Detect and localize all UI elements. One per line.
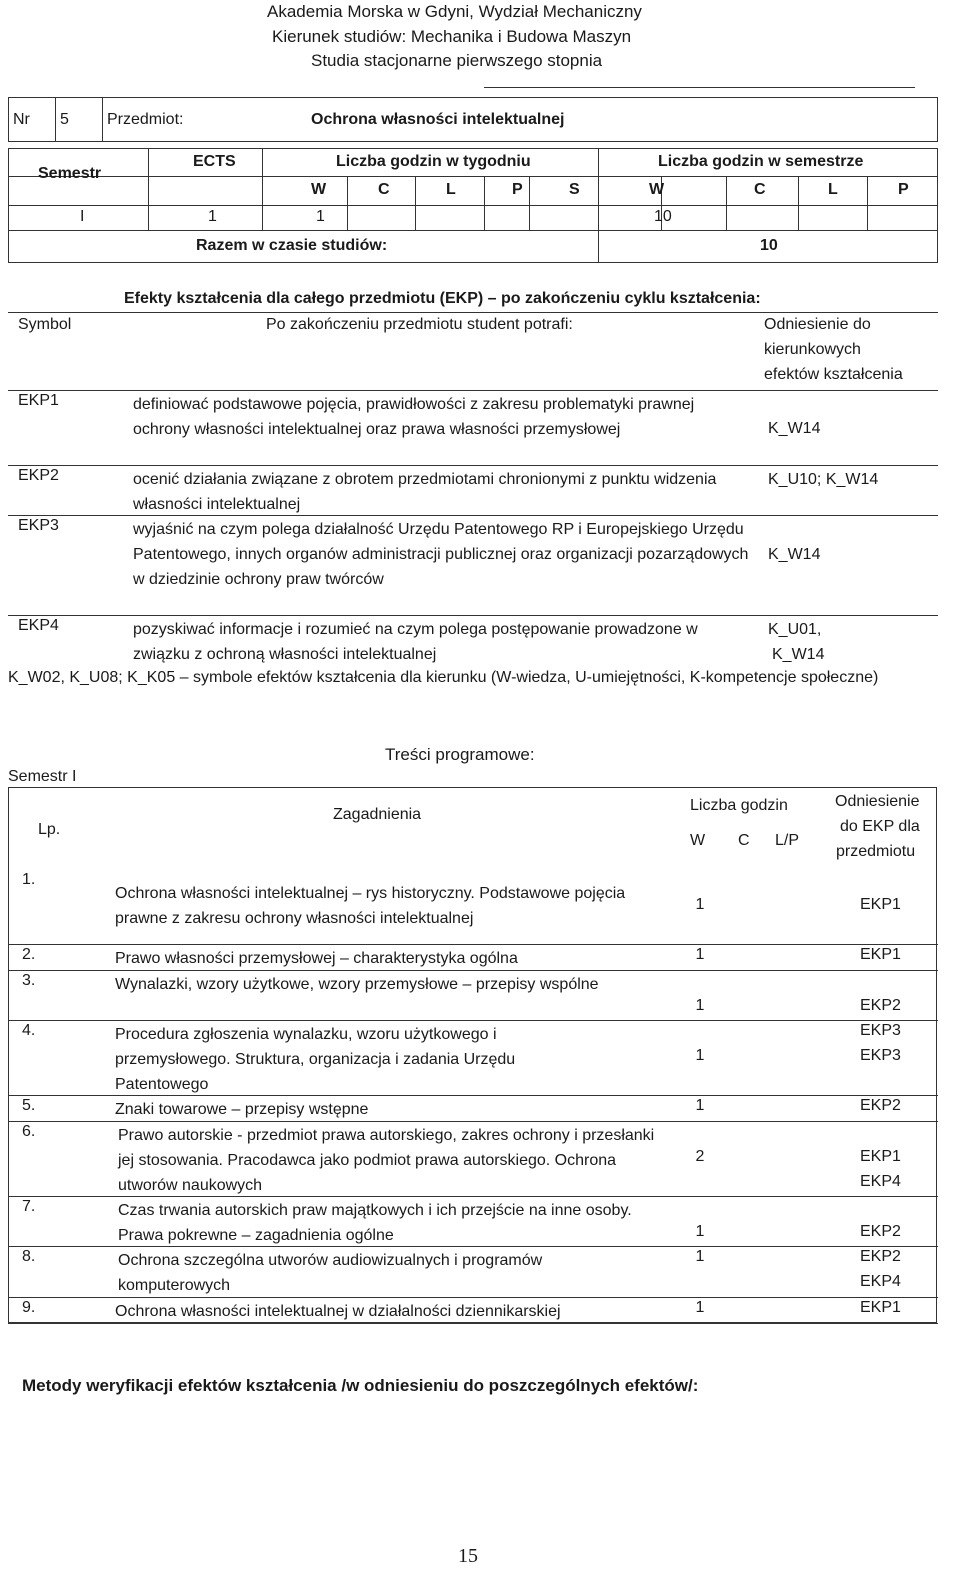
ekp1-symbol: EKP1 <box>18 392 59 409</box>
program-row-2-ekp: EKP1 <box>860 946 901 963</box>
ekp1-ref: K_W14 <box>768 420 821 437</box>
ekp2-ref: K_U10; K_W14 <box>768 471 879 488</box>
program-row-6-ekp2: EKP4 <box>860 1173 901 1190</box>
program-row-5-ekp: EKP2 <box>860 1097 901 1114</box>
col-p2: P <box>898 181 909 198</box>
program-col-odn-1: Odniesienie <box>835 793 920 810</box>
program-col-odn-3: przedmiotu <box>836 843 916 860</box>
nr-value: 5 <box>56 98 103 142</box>
ekp-col-desc: Po zakończeniu przedmiotu student potrafi: <box>266 316 573 333</box>
ekp-col-ref-1: Odniesienie do <box>764 316 871 333</box>
ekp4-symbol: EKP4 <box>18 617 59 634</box>
semestr-label: Semestr <box>38 165 102 182</box>
program-row-7-text: Czas trwania autorskich praw majątkowych i ich przejście na inne osoby. Prawa pokrewne – zagadnienia ogólne <box>118 1202 632 1244</box>
razem-value: 10 <box>760 237 778 254</box>
program-row-7-nr: 7. <box>22 1198 36 1215</box>
program-row-1-h: 1 <box>695 896 705 913</box>
ekp4-desc: pozyskiwać informacje i rozumieć na czym polega postępowanie prowadzone w związku z ochroną własności intelektualnej <box>133 621 698 663</box>
ekp-note: K_W02, K_U08; K_K05 – symbole efektów kształcenia dla kierunku (W-wiedza, U-umiejętności, K-kompetencje społeczne) <box>8 669 879 686</box>
program-row-9-ekp: EKP1 <box>860 1299 901 1316</box>
ekp-row-rule <box>8 465 938 466</box>
program-col-c: C <box>738 832 750 849</box>
col-s: S <box>569 181 580 198</box>
program-row-7-h: 1 <box>695 1223 705 1240</box>
ekp-col-symbol: Symbol <box>18 316 72 333</box>
program-row-2-text: Prawo własności przemysłowej – charakterystyka ogólna <box>115 950 518 967</box>
program-row-8-text: Ochrona szczególna utworów audiowizualnych i programów komputerowych <box>118 1252 543 1294</box>
ects-label: ECTS <box>193 153 236 170</box>
program-row-8-ekp: EKP2 <box>860 1248 901 1265</box>
program-col-w: W <box>690 832 706 849</box>
program-col-lp2: L/P <box>775 832 800 849</box>
page-number: 15 <box>458 1545 478 1567</box>
program-row-4-ekp: EKP3 <box>860 1022 901 1039</box>
ekp-top-rule <box>8 312 938 313</box>
program-row-2-nr: 2. <box>22 946 36 963</box>
razem-label: Razem w czasie studiów: <box>196 237 388 254</box>
program-row-3-ekp: EKP2 <box>860 997 901 1014</box>
col-c2: C <box>754 181 766 198</box>
ekp3-desc: wyjaśnić na czym polega działalność Urzędu Patentowego RP i Europejskiego Urzędu Patentowego, innych organów administracji publicznej oraz organizacji pozarządowych w dziedzinie ochrony praw twórców <box>133 521 749 588</box>
program-col-godzin: Liczba godzin <box>690 797 788 814</box>
col-w: W <box>311 181 327 198</box>
ekp-header-rule <box>8 390 938 391</box>
program-row-1-text: Ochrona własności intelektualnej – rys historyczny. Podstawowe pojęcia prawne z zakresu ochrony własności intelektualnej <box>115 885 626 927</box>
col-p: P <box>512 181 523 198</box>
program-row-4-h: 1 <box>695 1047 705 1064</box>
metody-heading: Metody weryfikacji efektów kształcenia /w odniesieniu do poszczególnych efektów/: <box>22 1376 699 1395</box>
col-l: L <box>446 181 456 198</box>
header-line-3: Studia stacjonarne pierwszego stopnia <box>311 51 603 70</box>
program-row-9-text: Ochrona własności intelektualnej w działalności dziennikarskiej <box>115 1303 561 1320</box>
program-row-4-ekp2: EKP3 <box>860 1047 901 1064</box>
przedmiot-value: Ochrona własności intelektualnej <box>307 98 937 142</box>
program-row-3-nr: 3. <box>22 972 36 989</box>
program-row-8-h: 1 <box>695 1248 705 1265</box>
program-col-lp: Lp. <box>38 821 61 838</box>
w-sem-value: 10 <box>654 208 672 225</box>
program-row-4-text: Procedura zgłoszenia wynalazku, wzoru użytkowego i przemysłowego. Struktura, organizacja i zadania Urzędu Patentowego <box>115 1026 516 1093</box>
ekp2-symbol: EKP2 <box>18 467 59 484</box>
header-rule <box>484 87 915 88</box>
program-row-8-ekp2: EKP4 <box>860 1273 901 1290</box>
program-row-7-ekp: EKP2 <box>860 1223 901 1240</box>
program-row-6-text: Prawo autorskie - przedmiot prawa autorskiego, zakres ochrony i przesłanki jej stosowania. Pracodawca jako podmiot prawa autorskiego. Ochrona utworów naukowych <box>118 1127 655 1194</box>
hours-table <box>8 148 938 263</box>
przedmiot-label: Przedmiot: <box>103 98 308 142</box>
ects-value: 1 <box>208 208 217 225</box>
semestr-value: I <box>80 208 85 225</box>
col-w2: W <box>649 181 665 198</box>
semestrze-label: Liczba godzin w semestrze <box>658 153 864 170</box>
program-row-8-nr: 8. <box>22 1248 36 1265</box>
nr-label: Nr <box>9 98 56 142</box>
w-tyg-value: 1 <box>316 208 325 225</box>
ekp1-desc: definiować podstawowe pojęcia, prawidłowości z zakresu problematyki prawnej ochrony własności intelektualnej oraz prawa własności przemysłowej <box>133 396 695 438</box>
program-col-odn-2: do EKP dla <box>840 818 920 835</box>
program-row-9-h: 1 <box>695 1299 705 1316</box>
program-row-5-text: Znaki towarowe – przepisy wstępne <box>115 1101 369 1118</box>
program-col-zag: Zagadnienia <box>333 806 422 823</box>
col-c: C <box>378 181 390 198</box>
program-row-6-nr: 6. <box>22 1123 36 1140</box>
ekp4-ref-2: K_W14 <box>772 646 825 663</box>
col-l2: L <box>828 181 838 198</box>
program-row-3-text: Wynalazki, wzory użytkowe, wzory przemysłowe – przepisy wspólne <box>115 976 599 993</box>
header-line-1: Akademia Morska w Gdyni, Wydział Mechaniczny <box>267 2 642 21</box>
ekp-row-rule <box>8 515 938 516</box>
program-title: Treści programowe: <box>385 745 535 764</box>
program-table-frame <box>8 787 937 1323</box>
ekp-col-ref-3: efektów kształcenia <box>764 366 903 383</box>
program-row-2-h: 1 <box>695 946 705 963</box>
ekp-title: Efekty kształcenia dla całego przedmiotu (EKP) – po zakończeniu cyklu kształcenia: <box>124 290 761 307</box>
program-row-5-h: 1 <box>695 1097 705 1114</box>
header-line-2: Kierunek studiów: Mechanika i Budowa Maszyn <box>272 27 632 46</box>
program-row-6-h: 2 <box>695 1148 705 1165</box>
program-row-5-nr: 5. <box>22 1097 36 1114</box>
program-row-3-h: 1 <box>695 997 705 1014</box>
tygodniu-label: Liczba godzin w tygodniu <box>336 153 531 170</box>
program-row-1-ekp: EKP1 <box>860 896 901 913</box>
program-row-4-nr: 4. <box>22 1022 36 1039</box>
program-row-6-ekp: EKP1 <box>860 1148 901 1165</box>
program-row-1-nr: 1. <box>22 871 36 888</box>
ekp4-ref-1: K_U01, <box>768 621 822 638</box>
ekp3-ref: K_W14 <box>768 546 821 563</box>
ekp2-desc: ocenić działania związane z obrotem przedmiotami chronionymi z punktu widzenia własności intelektualnej <box>133 471 717 513</box>
ekp-row-rule <box>8 615 938 616</box>
program-bottom-rule <box>8 1323 938 1324</box>
program-semestr: Semestr I <box>8 768 77 785</box>
ekp-col-ref-2: kierunkowych <box>764 341 861 358</box>
course-table <box>8 97 938 142</box>
program-row-9-nr: 9. <box>22 1299 36 1316</box>
ekp3-symbol: EKP3 <box>18 517 59 534</box>
